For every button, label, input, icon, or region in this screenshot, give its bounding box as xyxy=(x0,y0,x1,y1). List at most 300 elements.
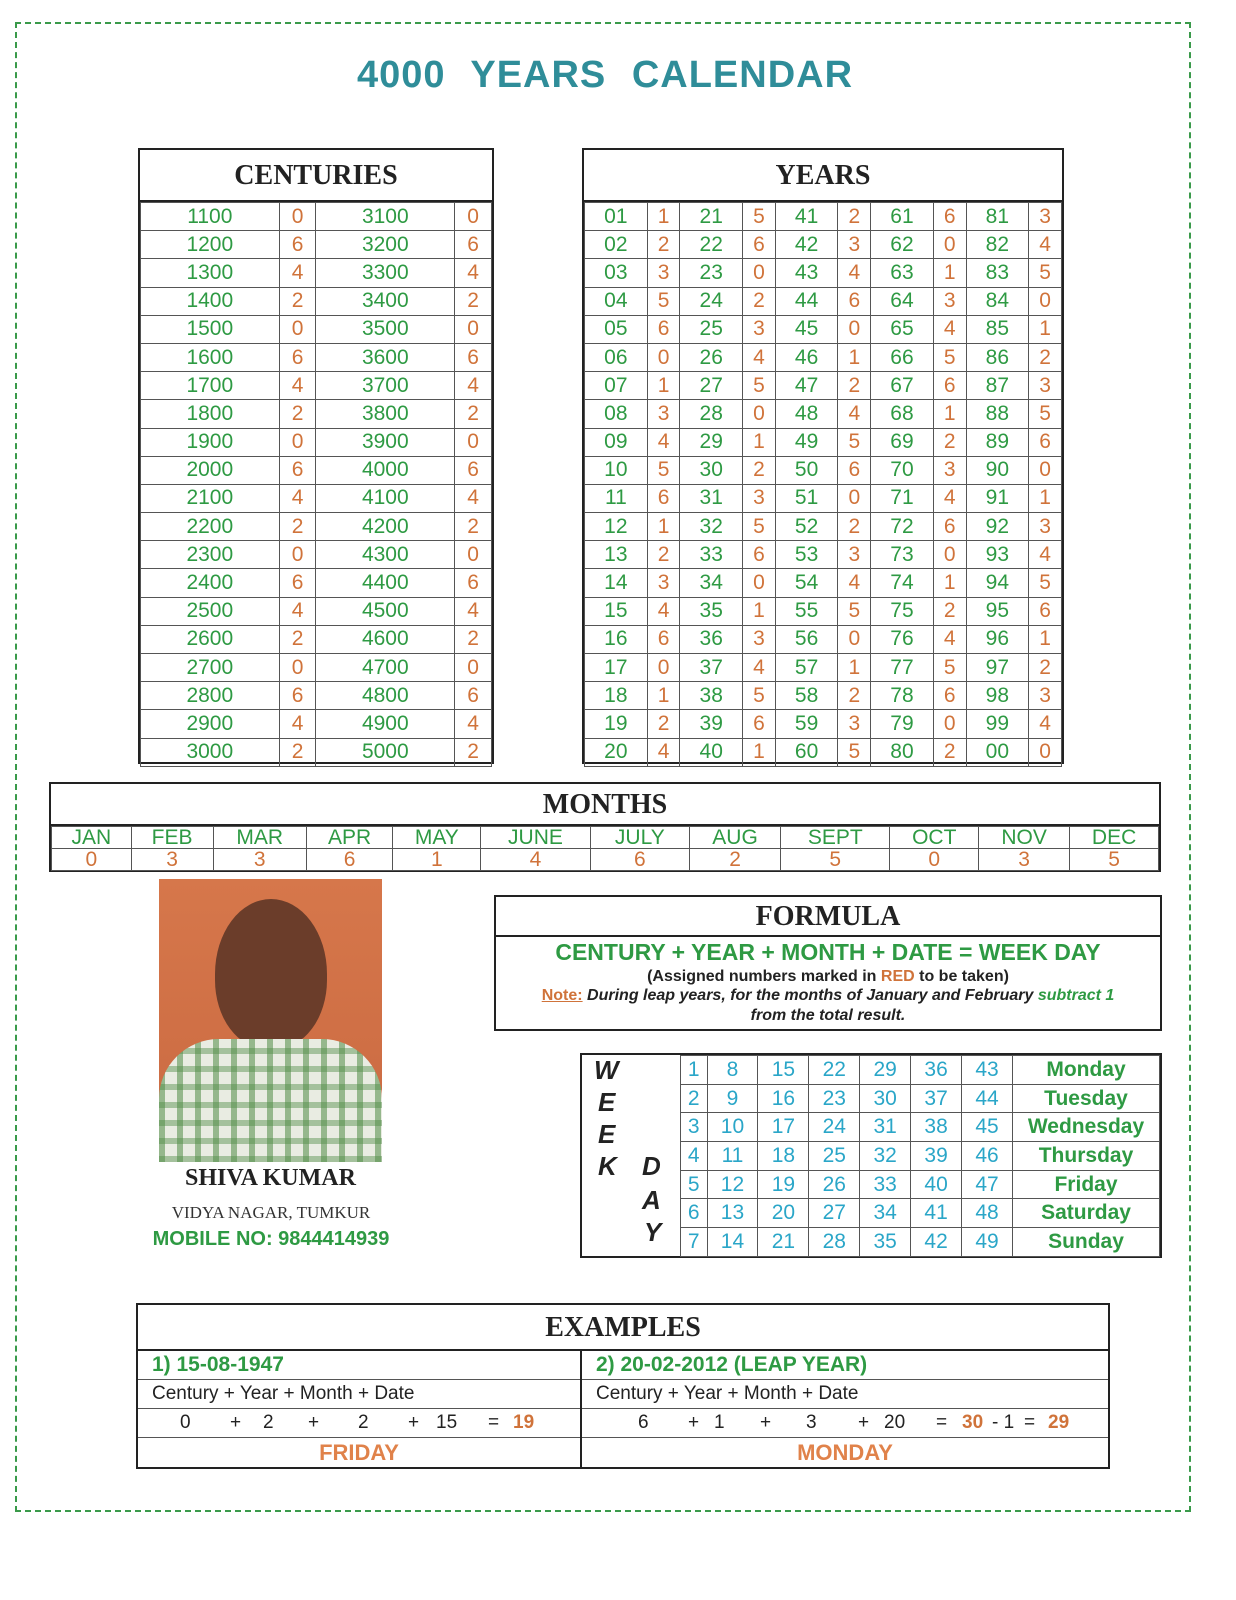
weekday-name-cell: Thursday xyxy=(1013,1142,1160,1171)
table-row xyxy=(141,625,492,653)
year-code-cell: 2 xyxy=(933,597,966,625)
examples-header: EXAMPLES xyxy=(138,1305,1108,1351)
year-cell: 06 xyxy=(585,343,648,371)
weekday-number-cell: 28 xyxy=(809,1228,860,1257)
year-cell: 14 xyxy=(585,569,648,597)
year-code-cell: 2 xyxy=(647,710,680,738)
weekday-number-cell: 12 xyxy=(707,1170,758,1199)
weekday-name-cell: Tuesday xyxy=(1013,1084,1160,1113)
month-code-cell: 6 xyxy=(590,849,689,871)
week-letter: E xyxy=(598,1087,616,1117)
century-code-cell: 0 xyxy=(279,428,316,456)
ex2-result: 29 xyxy=(1048,1412,1070,1433)
century-cell: 2700 xyxy=(141,654,280,682)
year-code-cell: 6 xyxy=(743,541,776,569)
century-cell: 1300 xyxy=(141,259,280,287)
table-row xyxy=(141,513,492,541)
month-code-cell: 0 xyxy=(52,849,132,871)
table-row xyxy=(141,259,492,287)
year-cell: 93 xyxy=(966,541,1029,569)
year-cell: 45 xyxy=(775,315,838,343)
century-cell: 4700 xyxy=(316,654,455,682)
year-code-cell: 6 xyxy=(1029,428,1062,456)
year-cell: 22 xyxy=(680,231,743,259)
year-cell: 21 xyxy=(680,203,743,231)
example-1 xyxy=(138,1351,582,1467)
table-row xyxy=(585,428,1062,456)
table-row xyxy=(585,231,1062,259)
year-code-cell: 5 xyxy=(743,372,776,400)
weekday-name-cell: Sunday xyxy=(1013,1228,1160,1257)
year-code-cell: 4 xyxy=(933,484,966,512)
weekday-number-cell: 6 xyxy=(681,1199,708,1228)
year-code-cell: 3 xyxy=(933,287,966,315)
year-code-cell: 4 xyxy=(743,343,776,371)
ex1-year: 2 xyxy=(263,1412,274,1433)
year-cell: 33 xyxy=(680,541,743,569)
year-cell: 32 xyxy=(680,513,743,541)
century-cell: 2600 xyxy=(141,625,280,653)
century-cell: 1500 xyxy=(141,315,280,343)
century-cell: 4300 xyxy=(316,541,455,569)
weekday-number-cell: 45 xyxy=(962,1113,1013,1142)
year-code-cell: 1 xyxy=(933,569,966,597)
century-cell: 3100 xyxy=(316,203,455,231)
year-code-cell: 6 xyxy=(743,710,776,738)
table-row xyxy=(141,315,492,343)
year-code-cell: 6 xyxy=(1029,597,1062,625)
year-code-cell: 3 xyxy=(743,625,776,653)
year-cell: 87 xyxy=(966,372,1029,400)
year-cell: 75 xyxy=(871,597,934,625)
year-cell: 56 xyxy=(775,625,838,653)
year-cell: 61 xyxy=(871,203,934,231)
year-code-cell: 0 xyxy=(838,625,871,653)
year-cell: 96 xyxy=(966,625,1029,653)
table-row xyxy=(141,682,492,710)
year-code-cell: 5 xyxy=(743,513,776,541)
ex1-plus: + xyxy=(408,1412,420,1433)
year-code-cell: 6 xyxy=(743,231,776,259)
year-code-cell: 5 xyxy=(933,343,966,371)
weekday-name-cell: Wednesday xyxy=(1013,1113,1160,1142)
year-code-cell: 4 xyxy=(838,400,871,428)
year-code-cell: 0 xyxy=(933,231,966,259)
year-cell: 47 xyxy=(775,372,838,400)
weekday-number-cell: 24 xyxy=(809,1113,860,1142)
century-code-cell: 4 xyxy=(455,484,492,512)
weekday-number-cell: 3 xyxy=(681,1113,708,1142)
person-mobile: MOBILE NO: 9844414939 xyxy=(152,1228,390,1250)
year-code-cell: 0 xyxy=(933,710,966,738)
example-1-day: FRIDAY xyxy=(319,1440,399,1465)
century-cell: 4600 xyxy=(316,625,455,653)
year-code-cell: 0 xyxy=(743,400,776,428)
table-row xyxy=(585,259,1062,287)
weekday-number-cell: 42 xyxy=(911,1228,962,1257)
century-code-cell: 0 xyxy=(455,428,492,456)
year-code-cell: 1 xyxy=(933,259,966,287)
weekday-number-cell: 15 xyxy=(758,1056,809,1085)
year-code-cell: 0 xyxy=(933,541,966,569)
weekday-number-cell: 17 xyxy=(758,1113,809,1142)
year-cell: 18 xyxy=(585,682,648,710)
month-code-cell: 3 xyxy=(979,849,1070,871)
year-code-cell: 5 xyxy=(743,203,776,231)
year-cell: 71 xyxy=(871,484,934,512)
year-code-cell: 5 xyxy=(647,287,680,315)
year-cell: 34 xyxy=(680,569,743,597)
year-cell: 37 xyxy=(680,654,743,682)
week-letter: K xyxy=(598,1151,617,1181)
year-cell: 79 xyxy=(871,710,934,738)
table-row xyxy=(141,484,492,512)
year-cell: 59 xyxy=(775,710,838,738)
table-row xyxy=(141,372,492,400)
month-name-cell: SEPT xyxy=(781,827,890,849)
year-cell: 26 xyxy=(680,343,743,371)
weekday-number-cell: 31 xyxy=(860,1113,911,1142)
year-cell: 86 xyxy=(966,343,1029,371)
weekday-number-cell: 44 xyxy=(962,1084,1013,1113)
table-row xyxy=(585,513,1062,541)
table-row xyxy=(141,428,492,456)
year-cell: 76 xyxy=(871,625,934,653)
century-cell: 3700 xyxy=(316,372,455,400)
year-code-cell: 5 xyxy=(743,682,776,710)
weekday-number-cell: 7 xyxy=(681,1228,708,1257)
century-cell: 3500 xyxy=(316,315,455,343)
year-code-cell: 5 xyxy=(647,456,680,484)
year-code-cell: 6 xyxy=(838,287,871,315)
year-code-cell: 1 xyxy=(838,343,871,371)
years-table xyxy=(582,148,1064,764)
century-cell: 3900 xyxy=(316,428,455,456)
year-cell: 12 xyxy=(585,513,648,541)
year-code-cell: 4 xyxy=(838,569,871,597)
year-cell: 24 xyxy=(680,287,743,315)
weekday-number-cell: 34 xyxy=(860,1199,911,1228)
year-code-cell: 3 xyxy=(838,541,871,569)
century-code-cell: 6 xyxy=(279,231,316,259)
year-code-cell: 2 xyxy=(1029,343,1062,371)
century-cell: 2900 xyxy=(141,710,280,738)
month-name-cell: JUNE xyxy=(481,827,590,849)
century-cell: 3800 xyxy=(316,400,455,428)
year-code-cell: 0 xyxy=(743,569,776,597)
centuries-table xyxy=(138,148,494,764)
formula-note xyxy=(496,986,1160,1026)
century-cell: 1200 xyxy=(141,231,280,259)
year-cell: 08 xyxy=(585,400,648,428)
century-code-cell: 0 xyxy=(455,654,492,682)
weekday-number-cell: 43 xyxy=(962,1056,1013,1085)
weekday-number-cell: 20 xyxy=(758,1199,809,1228)
weekday-number-cell: 22 xyxy=(809,1056,860,1085)
ex1-plus: + xyxy=(308,1412,320,1433)
year-cell: 17 xyxy=(585,654,648,682)
month-name-cell: NOV xyxy=(979,827,1070,849)
formula-box xyxy=(494,895,1162,1031)
year-cell: 20 xyxy=(585,738,648,766)
year-code-cell: 4 xyxy=(1029,541,1062,569)
weekday-number-cell: 11 xyxy=(707,1142,758,1171)
year-cell: 13 xyxy=(585,541,648,569)
year-cell: 19 xyxy=(585,710,648,738)
year-cell: 55 xyxy=(775,597,838,625)
table-row xyxy=(681,1199,1160,1228)
year-cell: 04 xyxy=(585,287,648,315)
ex2-minus: - 1 xyxy=(992,1412,1015,1433)
weekday-number-cell: 13 xyxy=(707,1199,758,1228)
note-text: During leap years, for the months of January and February xyxy=(582,987,1038,1004)
year-code-cell: 4 xyxy=(647,597,680,625)
table-row xyxy=(585,343,1062,371)
year-code-cell: 6 xyxy=(647,484,680,512)
weekday-vertical-label xyxy=(582,1055,681,1256)
century-code-cell: 2 xyxy=(279,625,316,653)
century-code-cell: 0 xyxy=(279,203,316,231)
year-cell: 63 xyxy=(871,259,934,287)
year-cell: 60 xyxy=(775,738,838,766)
note-subtract: subtract 1 xyxy=(1037,987,1115,1004)
year-cell: 11 xyxy=(585,484,648,512)
century-cell: 1700 xyxy=(141,372,280,400)
year-cell: 48 xyxy=(775,400,838,428)
year-code-cell: 0 xyxy=(838,315,871,343)
year-cell: 44 xyxy=(775,287,838,315)
year-code-cell: 1 xyxy=(1029,484,1062,512)
century-cell: 1800 xyxy=(141,400,280,428)
ex2-equals: = xyxy=(1024,1412,1036,1433)
month-name-cell: DEC xyxy=(1070,827,1159,849)
year-code-cell: 0 xyxy=(1029,287,1062,315)
ex2-plus: + xyxy=(858,1412,870,1433)
month-code-cell: 5 xyxy=(781,849,890,871)
year-cell: 82 xyxy=(966,231,1029,259)
year-code-cell: 4 xyxy=(647,428,680,456)
table-row xyxy=(585,456,1062,484)
table-row xyxy=(141,541,492,569)
table-row xyxy=(585,738,1062,766)
year-cell: 25 xyxy=(680,315,743,343)
month-code-cell: 0 xyxy=(890,849,979,871)
ex2-year: 1 xyxy=(714,1412,725,1433)
century-code-cell: 2 xyxy=(279,738,316,766)
century-code-cell: 2 xyxy=(455,287,492,315)
century-cell: 5000 xyxy=(316,738,455,766)
formula-header: FORMULA xyxy=(496,897,1160,937)
weekday-number-cell: 33 xyxy=(860,1170,911,1199)
year-code-cell: 1 xyxy=(743,738,776,766)
year-cell: 92 xyxy=(966,513,1029,541)
months-header: MONTHS xyxy=(51,784,1159,826)
year-code-cell: 6 xyxy=(647,625,680,653)
weekday-number-cell: 40 xyxy=(911,1170,962,1199)
year-code-cell: 6 xyxy=(933,513,966,541)
century-cell: 4900 xyxy=(316,710,455,738)
century-cell: 4800 xyxy=(316,682,455,710)
table-row xyxy=(141,400,492,428)
table-row xyxy=(681,1170,1160,1199)
year-code-cell: 5 xyxy=(1029,400,1062,428)
century-cell: 2000 xyxy=(141,456,280,484)
year-cell: 35 xyxy=(680,597,743,625)
months-values-row xyxy=(52,849,1159,871)
table-row xyxy=(585,597,1062,625)
weekday-number-cell: 39 xyxy=(911,1142,962,1171)
year-code-cell: 4 xyxy=(743,654,776,682)
weekday-number-cell: 1 xyxy=(681,1056,708,1085)
day-letter: D xyxy=(642,1151,661,1181)
example-2-title: 2) 20-02-2012 (LEAP YEAR) xyxy=(582,1351,1108,1380)
year-code-cell: 3 xyxy=(743,484,776,512)
shirt-shape xyxy=(159,1039,382,1162)
year-code-cell: 1 xyxy=(743,597,776,625)
month-name-cell: JULY xyxy=(590,827,689,849)
assigned-red: RED xyxy=(880,968,915,985)
formula-assigned xyxy=(496,968,1160,986)
year-cell: 66 xyxy=(871,343,934,371)
ex2-sum: 30 xyxy=(962,1412,984,1433)
year-cell: 49 xyxy=(775,428,838,456)
century-cell: 3200 xyxy=(316,231,455,259)
weekday-number-cell: 4 xyxy=(681,1142,708,1171)
century-code-cell: 4 xyxy=(455,597,492,625)
century-cell: 2100 xyxy=(141,484,280,512)
year-cell: 57 xyxy=(775,654,838,682)
century-cell: 2500 xyxy=(141,597,280,625)
table-row xyxy=(681,1228,1160,1257)
year-code-cell: 6 xyxy=(933,203,966,231)
example-2-day: MONDAY xyxy=(797,1440,893,1465)
year-code-cell: 3 xyxy=(647,569,680,597)
year-cell: 99 xyxy=(966,710,1029,738)
year-code-cell: 2 xyxy=(647,541,680,569)
year-cell: 50 xyxy=(775,456,838,484)
examples-box xyxy=(136,1303,1110,1469)
note-end: from the total result. xyxy=(750,1007,906,1024)
year-cell: 68 xyxy=(871,400,934,428)
weekday-number-cell: 41 xyxy=(911,1199,962,1228)
table-row xyxy=(585,203,1062,231)
weekday-number-cell: 8 xyxy=(707,1056,758,1085)
century-code-cell: 2 xyxy=(279,287,316,315)
century-code-cell: 6 xyxy=(455,569,492,597)
year-cell: 65 xyxy=(871,315,934,343)
table-row xyxy=(141,203,492,231)
year-cell: 51 xyxy=(775,484,838,512)
century-cell: 3600 xyxy=(316,343,455,371)
century-code-cell: 6 xyxy=(455,231,492,259)
ex1-month: 2 xyxy=(358,1412,369,1433)
year-code-cell: 3 xyxy=(743,315,776,343)
year-code-cell: 0 xyxy=(743,259,776,287)
year-code-cell: 1 xyxy=(647,682,680,710)
year-cell: 80 xyxy=(871,738,934,766)
weekday-number-cell: 25 xyxy=(809,1142,860,1171)
weekday-number-cell: 46 xyxy=(962,1142,1013,1171)
century-code-cell: 6 xyxy=(279,343,316,371)
century-code-cell: 6 xyxy=(455,343,492,371)
century-code-cell: 0 xyxy=(455,203,492,231)
weekday-number-cell: 10 xyxy=(707,1113,758,1142)
table-row xyxy=(141,597,492,625)
weekday-name-cell: Monday xyxy=(1013,1056,1160,1085)
years-header: YEARS xyxy=(584,150,1062,202)
year-cell: 27 xyxy=(680,372,743,400)
year-cell: 62 xyxy=(871,231,934,259)
year-code-cell: 5 xyxy=(838,597,871,625)
year-code-cell: 3 xyxy=(933,456,966,484)
century-code-cell: 2 xyxy=(455,400,492,428)
assigned-pre: (Assigned numbers marked in xyxy=(647,968,881,985)
weekday-number-cell: 36 xyxy=(911,1056,962,1085)
weekday-number-cell: 49 xyxy=(962,1228,1013,1257)
year-code-cell: 6 xyxy=(647,315,680,343)
year-cell: 03 xyxy=(585,259,648,287)
year-code-cell: 3 xyxy=(1029,372,1062,400)
year-cell: 70 xyxy=(871,456,934,484)
month-code-cell: 2 xyxy=(690,849,781,871)
weekday-number-cell: 29 xyxy=(860,1056,911,1085)
weekday-number-cell: 18 xyxy=(758,1142,809,1171)
ex1-result: 19 xyxy=(513,1412,535,1433)
year-code-cell: 5 xyxy=(1029,259,1062,287)
weekday-number-cell: 19 xyxy=(758,1170,809,1199)
century-code-cell: 2 xyxy=(455,738,492,766)
year-cell: 97 xyxy=(966,654,1029,682)
year-cell: 52 xyxy=(775,513,838,541)
year-code-cell: 0 xyxy=(1029,456,1062,484)
year-code-cell: 2 xyxy=(933,738,966,766)
year-cell: 28 xyxy=(680,400,743,428)
year-code-cell: 6 xyxy=(933,372,966,400)
table-row xyxy=(141,343,492,371)
year-code-cell: 0 xyxy=(838,484,871,512)
century-code-cell: 2 xyxy=(455,513,492,541)
year-code-cell: 3 xyxy=(1029,682,1062,710)
year-cell: 83 xyxy=(966,259,1029,287)
table-row xyxy=(585,400,1062,428)
table-row xyxy=(585,541,1062,569)
year-code-cell: 1 xyxy=(933,400,966,428)
formula-equation: CENTURY + YEAR + MONTH + DATE = WEEK DAY xyxy=(555,939,1101,965)
year-code-cell: 0 xyxy=(647,654,680,682)
century-code-cell: 4 xyxy=(279,372,316,400)
year-cell: 64 xyxy=(871,287,934,315)
months-names-row xyxy=(52,827,1159,849)
year-code-cell: 2 xyxy=(743,456,776,484)
ex2-month: 3 xyxy=(806,1412,817,1433)
year-code-cell: 3 xyxy=(647,259,680,287)
year-cell: 43 xyxy=(775,259,838,287)
table-row xyxy=(141,710,492,738)
year-code-cell: 4 xyxy=(1029,710,1062,738)
year-cell: 30 xyxy=(680,456,743,484)
month-name-cell: APR xyxy=(306,827,392,849)
table-row xyxy=(141,456,492,484)
year-code-cell: 2 xyxy=(838,372,871,400)
ex1-date: 15 xyxy=(436,1412,458,1433)
ex1-century: 0 xyxy=(180,1412,191,1433)
year-code-cell: 3 xyxy=(838,710,871,738)
year-cell: 36 xyxy=(680,625,743,653)
months-grid xyxy=(51,826,1159,871)
century-code-cell: 0 xyxy=(455,315,492,343)
year-cell: 67 xyxy=(871,372,934,400)
weekday-number-cell: 35 xyxy=(860,1228,911,1257)
